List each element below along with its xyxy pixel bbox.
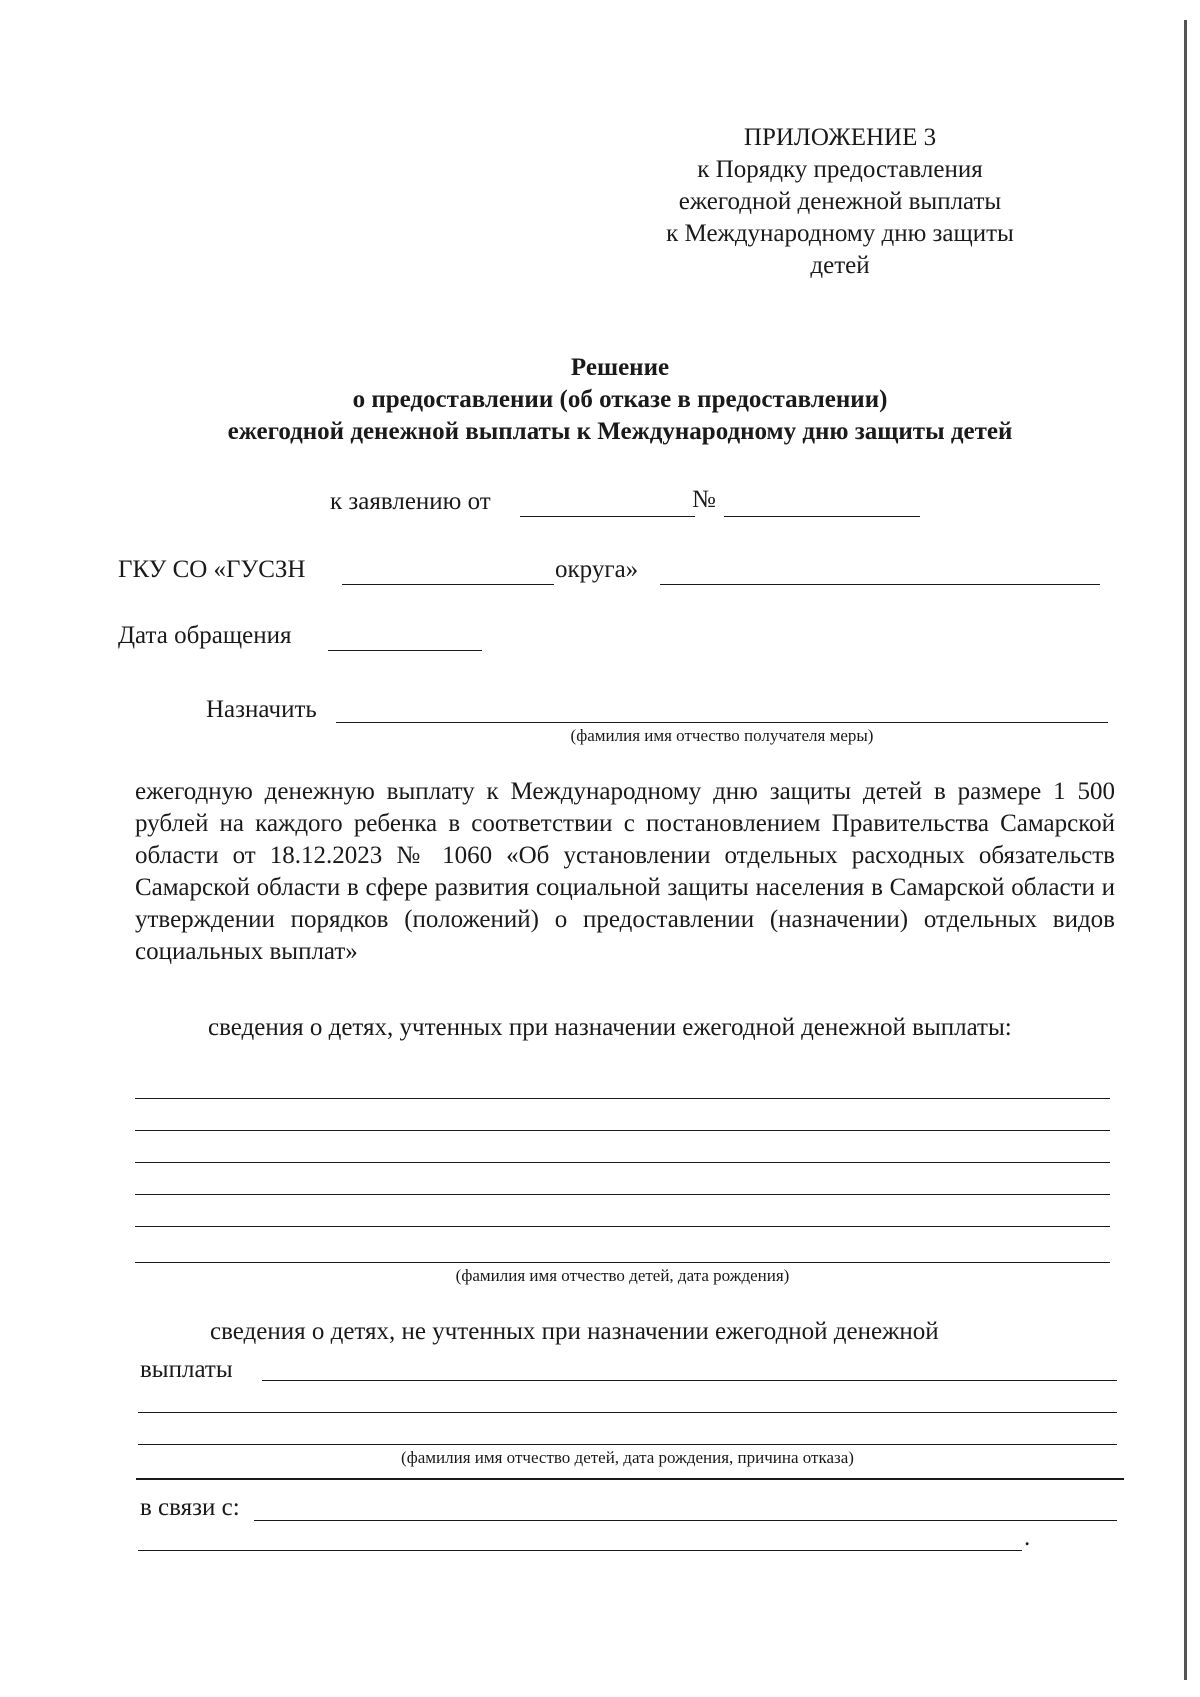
children-not-counted-caption: (фамилия имя отчество детей, дата рождения, причина отказа) xyxy=(401,1448,854,1467)
appendix-line-3: к Международному дню защиты xyxy=(666,220,1014,247)
children-counted-line-6[interactable] xyxy=(135,1262,1110,1263)
document-subtitle-1: о предоставлении (об отказе в предоставлении) xyxy=(352,386,888,413)
appendix-heading: ПРИЛОЖЕНИЕ 3 xyxy=(743,124,937,151)
appendix-line-4: детей xyxy=(810,252,870,279)
recipient-caption: (фамилия имя отчество получателя меры) xyxy=(570,726,874,745)
reason-field-line-1[interactable] xyxy=(254,1520,1117,1521)
date-label: Дата обращения xyxy=(118,622,292,649)
children-counted-line-2[interactable] xyxy=(135,1130,1110,1131)
application-label: к заявлению от xyxy=(330,488,491,515)
children-counted-line-5[interactable] xyxy=(135,1226,1110,1227)
section-divider xyxy=(136,1478,1124,1480)
page-edge-line xyxy=(1184,20,1187,1680)
agency-suffix: округа» xyxy=(555,556,639,583)
children-not-counted-line-2[interactable] xyxy=(138,1412,1117,1413)
date-field[interactable] xyxy=(328,650,482,651)
reason-label: в связи с: xyxy=(140,1494,240,1521)
recipient-name-field[interactable] xyxy=(336,722,1108,723)
application-date-field[interactable] xyxy=(520,516,695,517)
appendix-line-1: к Порядку предоставления xyxy=(697,156,983,183)
children-not-counted-heading: сведения о детях, не учтенных при назначении ежегодной денежной xyxy=(210,1318,939,1345)
reason-field-line-2[interactable] xyxy=(138,1550,1022,1551)
document-title: Решение xyxy=(570,354,670,381)
children-counted-heading: сведения о детях, учтенных при назначении ежегодной денежной выплаты: xyxy=(208,1014,1012,1041)
children-not-counted-label: выплаты xyxy=(140,1356,233,1383)
application-number-sign: № xyxy=(692,486,716,513)
appendix-line-2: ежегодной денежной выплаты xyxy=(678,188,1002,215)
document-subtitle-2: ежегодной денежной выплаты к Международному дню защиты детей xyxy=(227,418,1013,445)
children-not-counted-line-1[interactable] xyxy=(262,1380,1117,1381)
body-paragraph: ежегодную денежную выплату к Международному дню защиты детей в размере 1 500 рублей на каждого ребенка в соответствии с постановлением Правительства Самарской области от 18.12.2023 № 1060 «Об установлении отдельных расходных обязательств Самарской области в сфере развития социальной защиты населения в Самарской области и утверждении порядков (положений) о предоставлении (назначении) отдельных видов социальных выплат» xyxy=(135,778,1115,965)
children-counted-line-1[interactable] xyxy=(135,1098,1110,1099)
agency-district-field[interactable] xyxy=(342,584,554,585)
children-counted-line-3[interactable] xyxy=(135,1162,1110,1163)
application-number-field[interactable] xyxy=(724,516,920,517)
children-counted-caption: (фамилия имя отчество детей, дата рождения) xyxy=(455,1266,790,1285)
agency-label: ГКУ СО «ГУСЗН xyxy=(118,556,306,583)
children-counted-line-4[interactable] xyxy=(135,1194,1110,1195)
assign-label: Назначить xyxy=(206,696,317,723)
reason-end-mark: . xyxy=(1024,1524,1031,1551)
children-not-counted-line-3[interactable] xyxy=(138,1444,1117,1445)
agency-name-field[interactable] xyxy=(660,584,1100,585)
